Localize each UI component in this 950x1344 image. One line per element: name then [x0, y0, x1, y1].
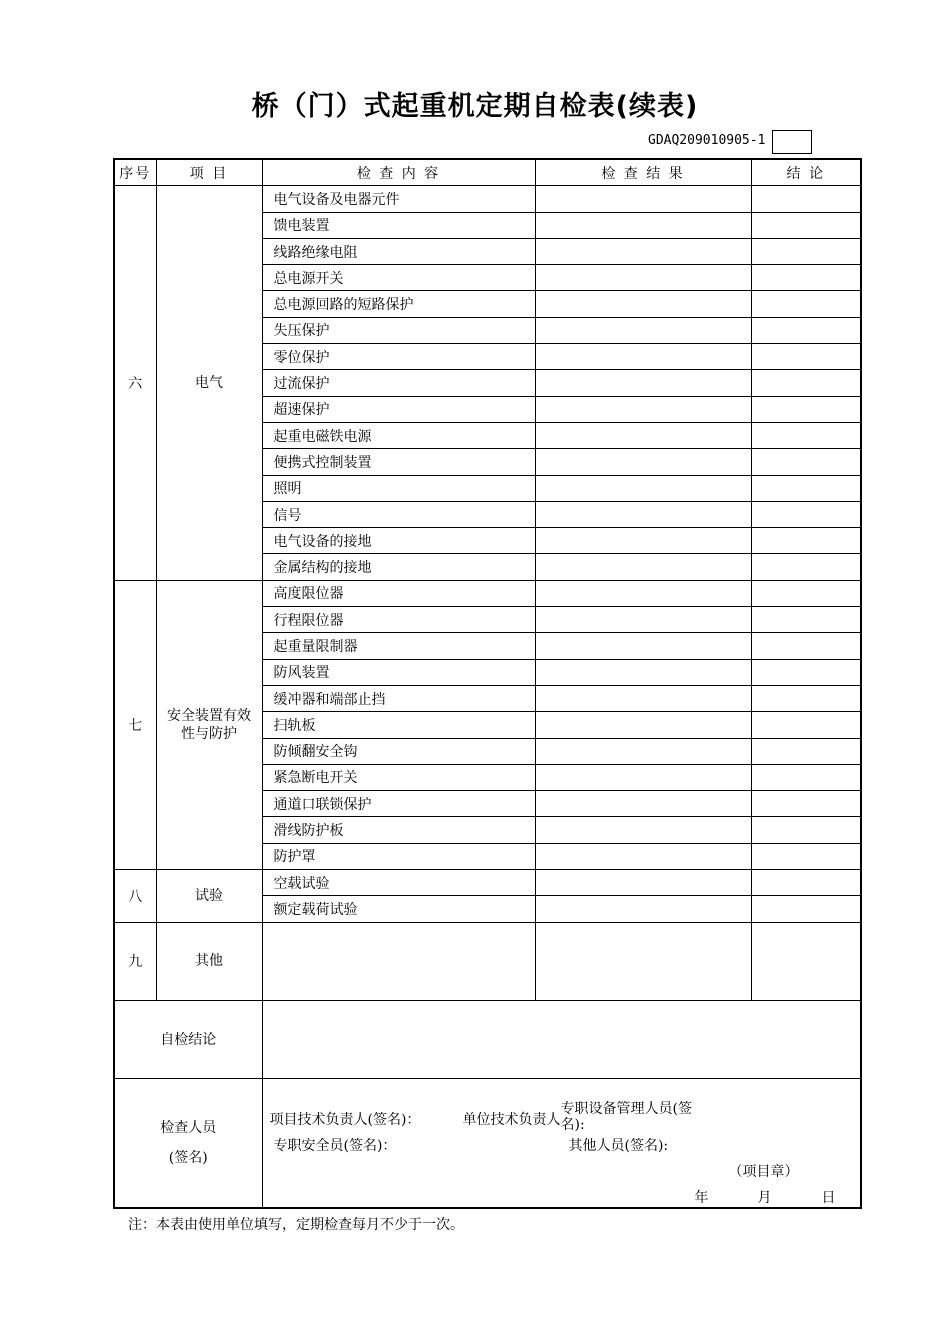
check-item — [262, 922, 535, 1000]
conclusion-cell[interactable] — [751, 580, 861, 606]
check-item: 电气设备及电器元件 — [262, 186, 535, 212]
date-day: 日 — [821, 1189, 836, 1206]
section-name: 安全装置有效性与防护 — [156, 580, 262, 869]
conclusion-cell[interactable] — [751, 738, 861, 764]
result-cell[interactable] — [535, 685, 751, 711]
result-cell[interactable] — [535, 633, 751, 659]
result-cell[interactable] — [535, 817, 751, 843]
safety-officer-signature: 专职安全员(签名)： — [273, 1137, 397, 1154]
self-conclusion-row — [114, 1000, 861, 1078]
check-item: 防风装置 — [262, 659, 535, 685]
footnote: 注：本表由使用单位填写，定期检查每月不少于一次。 — [128, 1217, 464, 1233]
check-item: 防倾翻安全钩 — [262, 738, 535, 764]
conclusion-cell[interactable] — [751, 317, 861, 343]
result-cell[interactable] — [535, 528, 751, 554]
conclusion-cell[interactable] — [751, 344, 861, 370]
result-cell[interactable] — [535, 712, 751, 738]
result-cell[interactable] — [535, 265, 751, 291]
check-item: 高度限位器 — [262, 580, 535, 606]
page-title: 桥（门）式起重机定期自检表(续表) — [251, 91, 699, 122]
check-item: 额定载荷试验 — [262, 896, 535, 922]
header-no: 序号 — [114, 159, 156, 186]
check-item: 滑线防护板 — [262, 817, 535, 843]
section-no: 六 — [114, 186, 156, 580]
check-item: 紧急断电开关 — [262, 764, 535, 790]
check-item: 便携式控制装置 — [262, 449, 535, 475]
conclusion-cell[interactable] — [751, 238, 861, 264]
result-cell[interactable] — [535, 291, 751, 317]
conclusion-cell[interactable] — [751, 633, 861, 659]
result-cell[interactable] — [535, 896, 751, 922]
table-row — [114, 922, 861, 1000]
result-cell[interactable] — [535, 580, 751, 606]
self-conclusion-field[interactable] — [262, 1000, 861, 1078]
check-item: 照明 — [262, 475, 535, 501]
conclusion-cell[interactable] — [751, 896, 861, 922]
conclusion-cell[interactable] — [751, 843, 861, 869]
result-cell[interactable] — [535, 922, 751, 1000]
conclusion-cell[interactable] — [751, 817, 861, 843]
inspector-label: 检查人员 — [160, 1119, 217, 1136]
section-no: 九 — [114, 922, 156, 1000]
conclusion-cell[interactable] — [751, 422, 861, 448]
conclusion-cell[interactable] — [751, 449, 861, 475]
result-cell[interactable] — [535, 344, 751, 370]
inspector-label-cell — [114, 1078, 262, 1208]
conclusion-cell[interactable] — [751, 370, 861, 396]
table-row — [114, 870, 861, 896]
conclusion-cell[interactable] — [751, 659, 861, 685]
conclusion-cell[interactable] — [751, 764, 861, 790]
check-item: 线路绝缘电阻 — [262, 238, 535, 264]
inspector-row — [114, 1078, 861, 1208]
conclusion-cell[interactable] — [751, 922, 861, 1000]
project-seal: （项目章） — [728, 1163, 799, 1180]
form-number-field[interactable] — [772, 130, 812, 154]
conclusion-cell[interactable] — [751, 870, 861, 896]
result-cell[interactable] — [535, 475, 751, 501]
other-staff-signature: 其他人员(签名): — [568, 1137, 669, 1154]
check-item: 信号 — [262, 501, 535, 527]
result-cell[interactable] — [535, 607, 751, 633]
signature-area[interactable] — [262, 1078, 861, 1208]
header-content: 检 查 内 容 — [262, 159, 535, 186]
conclusion-cell[interactable] — [751, 265, 861, 291]
section-no: 七 — [114, 580, 156, 869]
conclusion-cell[interactable] — [751, 475, 861, 501]
form-code: GDAQ209010905-1 — [648, 133, 766, 148]
self-conclusion-label: 自检结论 — [114, 1000, 262, 1078]
conclusion-cell[interactable] — [751, 212, 861, 238]
result-cell[interactable] — [535, 554, 751, 580]
check-item: 总电源开关 — [262, 265, 535, 291]
result-cell[interactable] — [535, 238, 751, 264]
header-row — [114, 159, 861, 186]
section-name: 电气 — [156, 186, 262, 580]
date-month: 月 — [757, 1189, 772, 1206]
result-cell[interactable] — [535, 422, 751, 448]
result-cell[interactable] — [535, 212, 751, 238]
check-item: 空载试验 — [262, 870, 535, 896]
check-item: 缓冲器和端部止挡 — [262, 685, 535, 711]
check-item: 过流保护 — [262, 370, 535, 396]
result-cell[interactable] — [535, 738, 751, 764]
check-item: 防护罩 — [262, 843, 535, 869]
conclusion-cell[interactable] — [751, 528, 861, 554]
section-no: 八 — [114, 870, 156, 923]
check-item: 起重电磁铁电源 — [262, 422, 535, 448]
conclusion-cell[interactable] — [751, 554, 861, 580]
check-item: 通道口联锁保护 — [262, 791, 535, 817]
section-name: 其他 — [156, 922, 262, 1000]
result-cell[interactable] — [535, 501, 751, 527]
section-name: 试验 — [156, 870, 262, 923]
conclusion-cell[interactable] — [751, 712, 861, 738]
conclusion-cell[interactable] — [751, 501, 861, 527]
conclusion-cell[interactable] — [751, 607, 861, 633]
header-conclusion: 结 论 — [751, 159, 861, 186]
conclusion-cell[interactable] — [751, 396, 861, 422]
conclusion-cell[interactable] — [751, 685, 861, 711]
result-cell[interactable] — [535, 764, 751, 790]
check-item: 电气设备的接地 — [262, 528, 535, 554]
tech-lead-signature: 项目技术负责人(签名)： — [269, 1111, 421, 1128]
check-item: 金属结构的接地 — [262, 554, 535, 580]
check-item: 行程限位器 — [262, 607, 535, 633]
result-cell[interactable] — [535, 870, 751, 896]
check-item: 起重量限制器 — [262, 633, 535, 659]
check-item: 零位保护 — [262, 344, 535, 370]
inspection-table — [113, 158, 862, 1209]
header-result: 检 查 结 果 — [535, 159, 751, 186]
header-item: 项 目 — [156, 159, 262, 186]
check-item: 超速保护 — [262, 396, 535, 422]
result-cell[interactable] — [535, 449, 751, 475]
conclusion-cell[interactable] — [751, 791, 861, 817]
result-cell[interactable] — [535, 843, 751, 869]
check-item: 失压保护 — [262, 317, 535, 343]
inspector-sign-label: (签名) — [168, 1149, 208, 1166]
check-item: 总电源回路的短路保护 — [262, 291, 535, 317]
conclusion-cell[interactable] — [751, 291, 861, 317]
conclusion-cell[interactable] — [751, 186, 861, 212]
table-row — [114, 186, 861, 212]
check-item: 扫轨板 — [262, 712, 535, 738]
equipment-manager-signature: 专职设备管理人员(签名): — [560, 1100, 692, 1131]
result-cell[interactable] — [535, 659, 751, 685]
result-cell[interactable] — [535, 396, 751, 422]
date-year: 年 — [694, 1189, 709, 1206]
table-row — [114, 580, 861, 606]
result-cell[interactable] — [535, 791, 751, 817]
result-cell[interactable] — [535, 370, 751, 396]
check-item: 馈电装置 — [262, 212, 535, 238]
result-cell[interactable] — [535, 317, 751, 343]
result-cell[interactable] — [535, 186, 751, 212]
unit-tech-signature: 单位技术负责人 — [462, 1111, 561, 1128]
